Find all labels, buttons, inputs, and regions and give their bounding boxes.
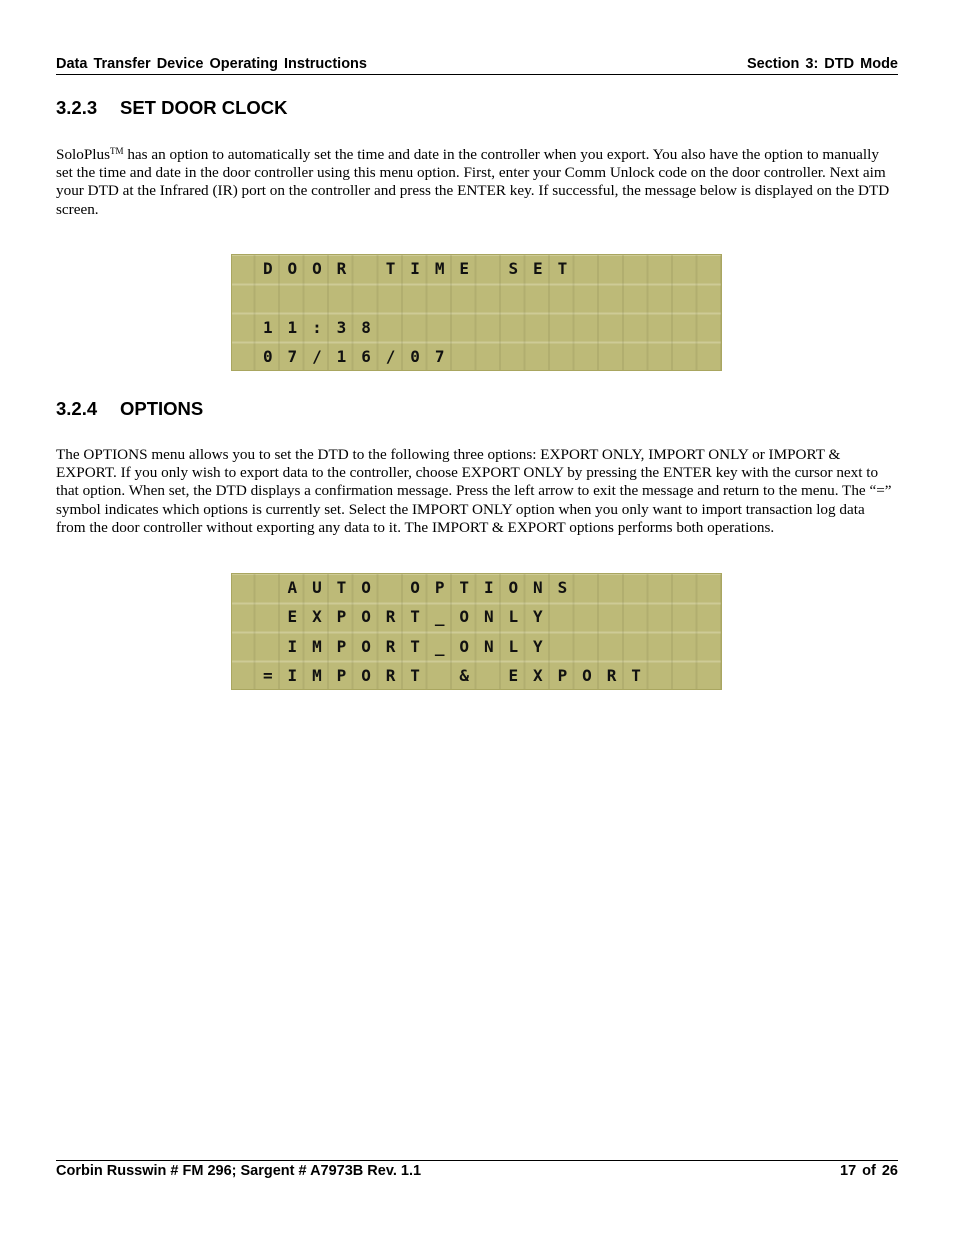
lcd-character: Y [533,607,543,627]
lcd-character: I [287,636,298,656]
page-header [56,56,898,75]
lcd-character: U [312,578,322,597]
lcd-character: L [508,636,519,656]
lcd-character: R [385,636,396,656]
brand-name: SoloPlus [56,146,111,163]
paragraph-set-door-clock [56,146,898,219]
lcd-character: P [336,665,347,685]
footer-document-id: Corbin Russwin # FM 296; Sargent # A7973B Rev. 1.1 [56,1163,422,1179]
lcd-character: = [263,665,273,685]
lcd-character: O [361,578,371,597]
lcd-character: P [434,578,445,597]
lcd-character: N [533,578,543,597]
lcd-character: N [483,607,494,627]
lcd-character: 7 [434,346,445,366]
lcd-character: 0 [263,346,273,366]
lcd-character: S [557,578,568,597]
lcd-character: 3 [336,317,347,337]
lcd-character: R [336,259,347,278]
page-footer [56,1160,898,1179]
lcd-character: O [361,607,371,627]
lcd-character: E [459,259,470,278]
section-title: SET DOOR CLOCK [120,97,288,118]
lcd-character: R [385,607,396,627]
lcd-character: 7 [287,346,298,366]
lcd-character: M [434,259,445,278]
lcd-character: T [631,665,641,685]
lcd-character: X [312,607,322,627]
lcd-character: O [287,259,298,278]
lcd-character: & [459,665,470,685]
lcd-character: 1 [287,317,298,337]
section-heading-set-door-clock [56,97,288,119]
lcd-character: P [557,665,568,685]
footer-page-number: 17 of 26 [840,1163,898,1179]
lcd-character: R [385,665,396,685]
section-number: 3.2.3 [56,97,98,118]
lcd-character: O [459,607,470,627]
trademark-mark: TM [110,146,124,156]
lcd-character: / [312,346,322,366]
lcd-character: S [508,259,519,278]
header-title: Data Transfer Device Operating Instructions [56,56,367,72]
lcd-character: P [336,607,347,627]
lcd-character: T [385,259,396,278]
lcd-character: 1 [336,346,347,366]
lcd-character: T [557,259,568,278]
section-heading-options [56,398,203,420]
lcd-character: E [508,665,519,685]
lcd-character: O [361,665,371,685]
lcd-auto-options-display [231,573,722,690]
lcd-character: O [361,636,371,656]
lcd-character: M [312,665,322,685]
lcd-character: O [459,636,470,656]
lcd-character: M [312,636,322,656]
lcd-character: X [533,665,543,685]
header-section: Section 3: DTD Mode [746,56,898,72]
lcd-character: E [287,607,298,627]
lcd-character: O [410,578,420,597]
paragraph-text: has an option to automatically set the time and date in the controller when you export. You also have the option to manually set the time and date in the door controller using this menu option. First, enter your Comm Unlock code on the door controller. Next aim your DTD at the Infrared (IR) port on the controller and press the ENTER key. If successful, the message below is displayed on the DTD screen. [56,146,890,218]
lcd-character: 1 [263,317,273,337]
lcd-character: R [606,665,617,685]
lcd-character: A [287,578,298,597]
lcd-character: O [508,578,519,597]
lcd-character: T [336,578,347,597]
lcd-character: 6 [361,346,371,366]
lcd-character: 0 [410,346,420,366]
lcd-character: T [410,636,420,656]
lcd-character: Y [533,636,543,656]
lcd-character: I [287,665,298,685]
lcd-character: D [263,259,273,278]
lcd-character: I [483,578,494,597]
lcd-character: N [483,636,494,656]
lcd-character: P [336,636,347,656]
lcd-character: T [459,578,470,597]
lcd-character: / [385,346,396,366]
lcd-character: O [582,665,592,685]
lcd-row [231,283,722,312]
lcd-character: I [410,259,420,278]
paragraph-options: The OPTIONS menu allows you to set the DTD to the following three options: EXPORT ONLY, IMPORT ONLY or IMPORT & EXPORT. If you only wish to export data to the controller, choose EXPORT ONLY by pressing the ENTER key with the cursor next to that option. When set, the DTD displays a confirmation message. Press the left arrow to exit the message and return to the menu. The “=” symbol indicates which options is currently set. Select the IMPORT ONLY option when you only want to import transaction log data from the door controller without exporting any data to it. The IMPORT & EXPORT options performs both operations. [56,446,892,536]
lcd-door-time-set-display [231,254,722,371]
lcd-character: T [410,665,420,685]
section-number: 3.2.4 [56,398,98,419]
lcd-character: _ [434,607,445,627]
lcd-character: O [312,259,322,278]
lcd-character: _ [434,636,445,656]
lcd-character: 8 [361,317,371,337]
lcd-character: T [410,607,420,627]
lcd-character: E [533,259,543,278]
lcd-character: : [312,317,322,337]
lcd-character: L [508,607,519,627]
section-title: OPTIONS [120,398,204,419]
